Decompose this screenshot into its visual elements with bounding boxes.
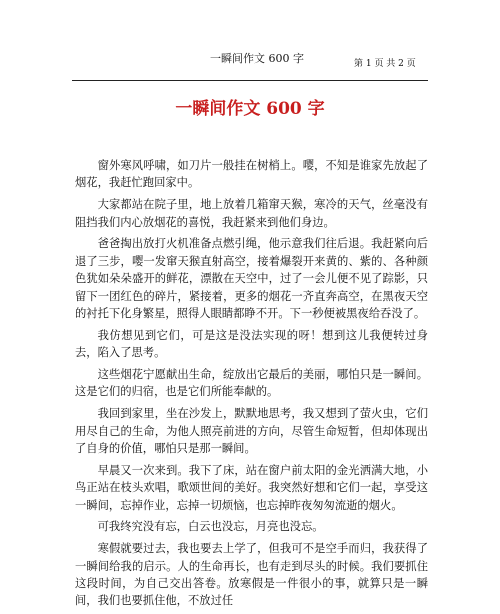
paragraph: 可我终究没有忘，白云也没忘，月亮也没忘。 [97,520,324,534]
page-header [0,52,500,76]
paragraph: 早晨又一次来到。我下了床，站在窗户前太阳的金光洒满大地，小鸟正站在枝头欢唱，歌颂世间的美好。我突然好想和它们一起，享受这一瞬间，忘掉作业，忘掉一切烦恼，也忘掉昨夜匆匆流逝的烟火。 [75,463,428,512]
paragraph: 这些烟花宁愿献出生命，绽放出它最后的美丽，哪怕只是一瞬间。这是它们的归宿，也是它们所能奉献的。 [75,368,428,399]
paragraph: 窗外寒风呼啸，如刀片一般挂在树梢上。嘤，不知是谁家先放起了烟花，我赶忙跑回家中。 [75,159,428,190]
page-number: 第 1 页 共 2 页 [354,59,416,69]
paragraph: 我仿想见到它们，可是这是没法实现的呀！想到这儿我便转过身去，陷入了思考。 [75,328,428,360]
paragraph: 我回到家里，坐在沙发上，默默地思考，我又想到了萤火虫，它们用尽自己的生命，为他人照亮前进的方向，尽管生命短暂，但却体现出了自身的价值，哪怕只是那一瞬间。 [75,407,428,456]
header-rule [72,80,428,81]
header-title: 一瞬间作文 600 字 [210,52,304,65]
document-body [75,157,428,614]
paragraph: 大家都站在院子里，地上放着几箱窜天猴，寒冷的天气，丝毫没有阻挡我们内心放烟花的喜悦，我赶紧来到他们身边。 [75,198,428,229]
document-title: 一瞬间作文 600 字 [175,99,325,119]
paragraph: 爸爸掏出放打火机准备点燃引绳，他示意我们往后退。我赶紧向后退了三步，嘤一发窜天猴直射高空，接着爆裂开来黄的、紫的、各种颜色犹如朵朵盛开的鲜花，漂散在天空中，过了一会儿便不见了踪影，只留下一团红色的碎片，紧接着，更多的烟花一齐直奔高空，在黑夜天空的衬托下化身繁星，照得人眼睛都睁不开。下一秒便被黑夜给吞没了。 [75,237,428,321]
paragraph: 寒假就要过去，我也要去上学了，但我可不是空手而归，我获得了一瞬间给我的启示。人的生命再长，也有走到尽头的时候。我们要抓住这段时间，为自己交出答卷。放寒假是一件很小的事，就算只是一瞬间，我们也要抓住他，不放过任 [75,542,428,608]
